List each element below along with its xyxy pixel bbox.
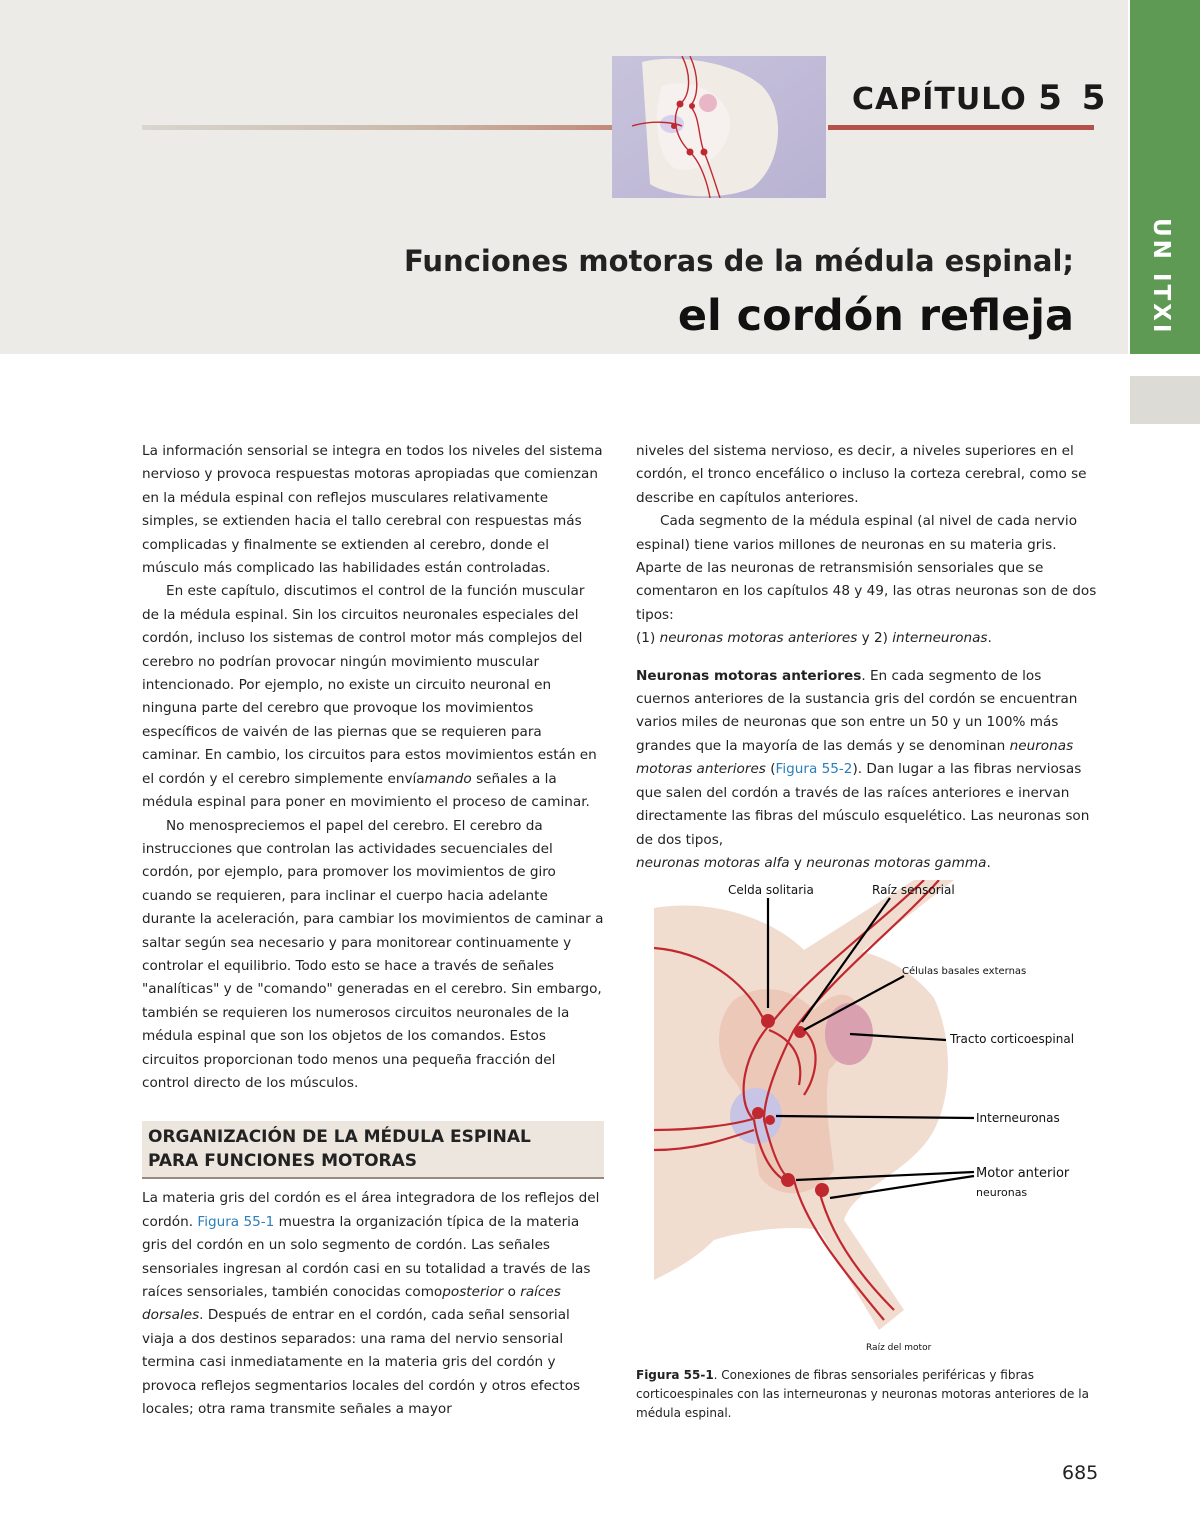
paragraph: La información sensorial se integra en todos los niveles del sistema nervioso y provoca respuestas motoras apropiadas que comienzan en la médula espinal con reflejos musculares relativamente simples, se extienden hacia el tallo cerebral con respuestas más complicadas y finalmente se extienden al cerebro, donde el músculo más complicado las habilidades están controladas. [142,443,603,577]
chapter-title-line2: el cordón refleja [677,291,1074,341]
label-basal-cells: Células basales externas [902,966,1027,977]
paragraph: Neuronas motoras anteriores. En cada segmento de los cuernos anteriores de la sustancia gris del cordón se encuentran varios miles de neuronas que son entre un 50 y un 100% más grandes que la mayoría de las demás y se denominan neuronas motoras anteriores (Figura 55-2). Dan lugar a las fibras nerviosas que salen del cordón a través de las raíces anteriores e inervan directamente las fibras del músculo esquelético. Las neuronas son de dos tipos, neuronas motoras alfa y neuronas motoras gamma. [636,667,1090,871]
label-motor-anterior: Motor anterior [976,1166,1070,1181]
header-rule-right [828,125,1094,130]
right-column [636,440,1098,875]
unit-tab-label: UN ITXI [1148,218,1174,336]
label-corticospinal: Tracto corticoespinal [950,1032,1075,1046]
paragraph: En este capítulo, discutimos el control de la función muscular de la médula espinal. Sin los circuitos neuronales especiales del cordón, incluso los sistemas de control motor más complejos del cerebro no podrían provocar ningún movimiento muscular intencionado. Por ejemplo, no existe un circuito neuronal en ninguna parte del cerebro que provoque los movimientos específicos de vaivén de las piernas que se requieren para caminar. En cambio, los circuitos para estos movimientos están en el cordón y el cerebro simplemente envíamando señales a la médula espinal para poner en movimiento el proceso de caminar. [142,583,597,811]
label-solitary-cell: Celda solitaria [728,883,814,897]
chapter-label [852,78,1109,118]
paragraph: Cada segmento de la médula espinal (al nivel de cada nervio espinal) tiene varios millones de neuronas en su materia gris. Aparte de las neuronas de retransmisión sensoriales que se comentaron en los capítulos 48 y 49, las otras neuronas son de dos tipos: (1) neuronas motoras anteriores y 2) interneuronas. [636,513,1097,647]
unit-tab [1130,0,1200,354]
paragraph: niveles del sistema nervioso, es decir, a niveles superiores en el cordón, el tronco encefálico o incluso la corteza cerebral, como se describe en capítulos anteriores. [636,443,1087,506]
figure-link[interactable]: Figura 55-1 [197,1213,275,1230]
paragraph: No menospreciemos el papel del cerebro. El cerebro da instrucciones que controlan las actividades secuenciales del cordón, por ejemplo, para promover los movimientos de giro cuando se requieren, para inclinar el cuerpo hacia adelante durante la aceleración, para cambiar los movimientos de caminar a saltar según sea necesario y para monitorear continuamente y controlar el equilibrio. Todo esto se hace a través de señales "analíticas" y de "comando" generadas en el cerebro. Sin embargo, también se requieren los numerosos circuitos neuronales de la médula espinal que son los objetos de los comandos. Estos circuitos proporcionan todo menos una pequeña fracción del control directo de los músculos. [142,817,604,1091]
spinal-cord-figure [654,880,1098,1360]
chapter-title-line1: Funciones motoras de la médula espinal; [404,244,1074,278]
label-interneurons: Interneuronas [976,1111,1060,1125]
chapter-number: 5 5 [1038,78,1110,118]
left-column [142,440,604,1421]
label-motor-root: Raíz del motor [866,1343,932,1353]
chapter-word: CAPÍTULO [852,82,1027,117]
figure-caption: Figura 55-1. Conexiones de fibras sensoriales periféricas y fibras corticoespinales con las interneuronas y neuronas motoras anteriores de la médula espinal. [636,1368,1089,1420]
header-rule-left [142,125,612,130]
grey-tab [1130,376,1200,424]
chapter-thumbnail-image [612,56,826,198]
paragraph: La materia gris del cordón es el área integradora de los reflejos del cordón. Figura 55-1 muestra la organización típica de la materia gris del cordón en un solo segmento de cordón. Las señales sensoriales ingresan al cordón casi en su totalidad a través de las raíces sensoriales, también conocidas comoposterior o raíces dorsales. Después de entrar en el cordón, cada señal sensorial viaja a dos destinos separados: una rama del nervio sensorial termina casi inmediatamente en la materia gris del cordón y provoca reflejos segmentarios locales del cordón y otros efectos locales; otra rama transmite señales a mayor [142,1190,600,1418]
label-neurons: neuronas [976,1186,1028,1199]
section-heading: ORGANIZACIÓN DE LA MÉDULA ESPINAL PARA FUNCIONES MOTORAS [142,1121,604,1179]
page-number: 685 [1062,1462,1099,1484]
label-sensory-root: Raíz sensorial [872,883,955,897]
figure-link[interactable]: Figura 55-2 [775,761,853,778]
